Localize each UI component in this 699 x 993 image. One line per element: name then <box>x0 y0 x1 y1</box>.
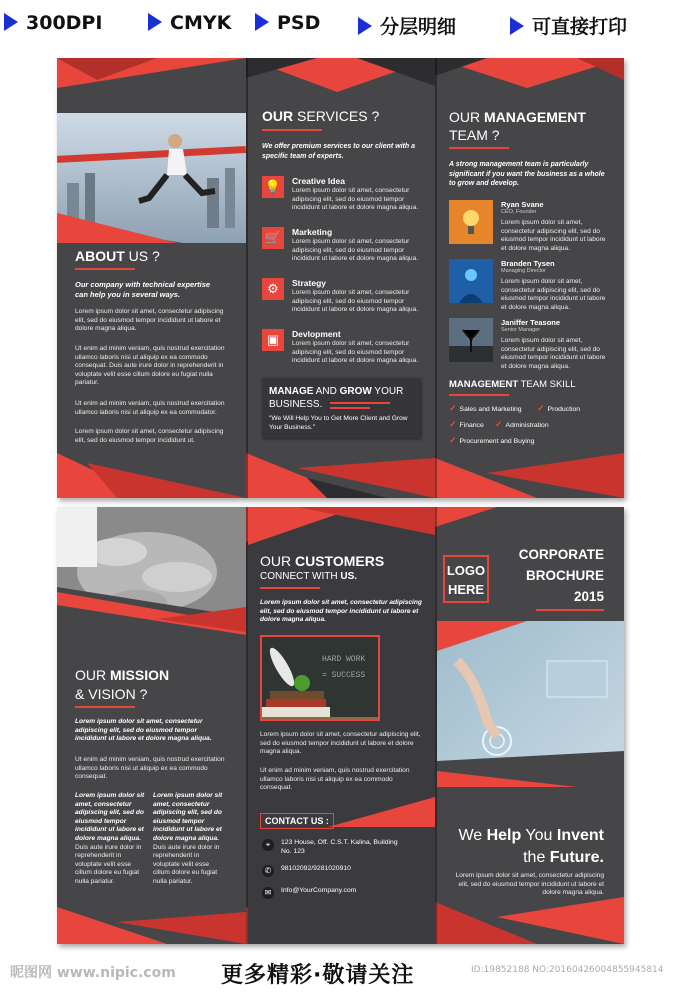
check-icon: ✓ <box>449 403 457 413</box>
member-photo <box>449 259 493 303</box>
divider <box>262 129 322 131</box>
member-desc: Lorem ipsum dolor sit amet, consectetur adipiscing elit, sed do eiusmod tempor incididunt ut labore et dolore magna aliqua. <box>501 337 606 370</box>
skill-title: MANAGEMENT TEAM SKILL <box>449 379 576 390</box>
mission-title-2: & VISION ? <box>75 686 148 702</box>
grow-box <box>262 378 420 438</box>
services-title: OUR SERVICES ? <box>262 108 380 124</box>
image-id: ID:19852188 NO:20160426004855945814 <box>471 965 664 975</box>
grow-title: MANAGE AND GROW YOUR <box>269 386 404 397</box>
cover-title: CORPORATE BROCHURE 2015 <box>518 547 604 604</box>
watermark-logo: 昵图网 www.nipic.com <box>10 965 176 981</box>
arrow-icon <box>148 13 162 31</box>
service-title: Creative Idea <box>292 176 345 186</box>
runner-photo <box>57 113 246 243</box>
spec-cmyk: CMYK <box>148 12 231 34</box>
about-title: ABOUT US ? <box>75 248 160 264</box>
customers-panel: OUR CUSTOMERS CONNECT WITH US. Lorem ipsum dolor sit amet, consectetur adipiscing elit, sed do eiusmod tempor incididunt ut labore et dolore magna aliqua. HARD WORK = SUCCESS Lorem ipsum dolor sit amet, consectetur adipiscing elit, sed do eiusmod tempor incididunt ut labore et dolore magna aliqua. Ut enim ad minim veniam, quis nostrud exercitation ullamco laboris nisi ut aliquip ex ea commodo consequat. CONTACT US : ⌖ 123 House, Off. C.S.T. Kalina, Building No. 123 ✆ 98102092/9281020910 ✉ Info@YourCompany.com <box>248 507 435 944</box>
brochure-outside-sheet <box>57 507 624 944</box>
mission-lead: Lorem ipsum dolor sit amet, consectetur adipiscing elit, sed do eiusmod tempor incididunt ut labore et dolore magna aliqua. <box>75 718 212 743</box>
phone-icon: ✆ <box>262 865 274 877</box>
check-icon: ✓ <box>537 403 545 413</box>
team-lead: A strong management team is particularly significant if you want the business as a whole to grow and develop. <box>449 161 605 187</box>
arrow-icon <box>358 17 372 35</box>
hands-photo <box>57 507 246 657</box>
mission-panel <box>57 507 246 944</box>
about-paragraph: Ut enim ad minim veniam, quis nostrud exercitation ullamco laboris nisi ut aliquip ex ea commodator. <box>75 400 225 416</box>
arrow-icon <box>255 13 269 31</box>
member-role: Senior Manager <box>501 327 541 333</box>
customers-lead: Lorem ipsum dolor sit amet, consectetur adipiscing elit, sed do eiusmod tempor incididunt ut labore et dolore magna aliqua. <box>260 599 422 624</box>
divider <box>75 706 135 708</box>
about-paragraph: Lorem ipsum dolor sit amet, consectetur adipiscing elit, sed do eiusmod tempor incididunt ut labore et dolore magna aliqua. <box>75 308 224 333</box>
grow-quote: "We Will Help You to Get More Client and Grow Your Business." <box>269 415 408 431</box>
member-role: Managing Director <box>501 268 546 274</box>
decor-triangles <box>248 507 435 547</box>
board-text: HARD WORK <box>322 655 366 664</box>
about-panel <box>57 58 246 498</box>
divider <box>260 587 320 589</box>
check-icon: ✓ <box>449 419 457 429</box>
team-member <box>449 200 614 252</box>
service-desc: Lorem ipsum dolor sit amet, consectetur adipiscing elit, sed do eiusmod tempor incididunt ut labore et dolore magna aliqua. <box>292 238 419 263</box>
service-title: Strategy <box>292 278 327 288</box>
divider <box>449 394 509 396</box>
services-panel <box>248 58 435 498</box>
service-title: Devlopment <box>292 329 341 339</box>
chalkboard-photo <box>260 635 380 721</box>
about-paragraph: Ut enim ad minim veniam, quis nostrud exercitation ullamco laboris nisi ut aliquip ex ea commodo consequat. Duis aute irure dolor in reprehenderit in voluptate velit esse cillum dolore eu fugiat nulla pariatur. <box>75 345 225 387</box>
skill-item: ✓ Production <box>537 403 581 413</box>
service-desc: Lorem ipsum dolor sit amet, consectetur adipiscing elit, sed do eiusmod tempor incididunt ut labore et dolore magna aliqua. <box>292 187 419 212</box>
skill-item: ✓ Sales and Marketing <box>449 403 522 413</box>
lightbulb-icon: 💡 <box>262 176 284 198</box>
services-lead: We offer premium services to our client with a specific team of experts. <box>262 143 416 160</box>
team-member <box>449 318 614 370</box>
customers-paragraph: Lorem ipsum dolor sit amet, consectetur adipiscing elit, sed do eiusmod tempor incididunt ut labore et dolore magna aliqua. <box>260 731 421 756</box>
about-lead: Our company with technical expertise can help you in several ways. <box>75 280 211 299</box>
member-desc: Lorem ipsum dolor sit amet, consectetur adipiscing elit, sed do eiusmod tempor incididunt ut labore et dolore magna aliqua. <box>501 278 606 311</box>
spec-layers: 分层明细 <box>358 12 456 39</box>
divider <box>75 268 135 270</box>
column-body: Duis aute irure dolor in reprehenderit in voluptate velit esse cillum dolore eu fugiat nulla pariatur. <box>153 843 220 885</box>
member-role: CEO, Founder <box>501 209 537 215</box>
skill-item: ✓ Procurement and Buying <box>449 435 535 445</box>
books-apple-illustration <box>262 637 380 721</box>
touchscreen-photo <box>437 621 624 787</box>
check-icon: ✓ <box>495 419 503 429</box>
member-name: Ryan Svane <box>501 200 544 209</box>
team-panel <box>437 58 624 498</box>
spec-dpi: 300DPI <box>4 12 102 34</box>
logo-placeholder: LOGO HERE <box>443 555 489 603</box>
arrow-icon <box>4 13 18 31</box>
check-icon: ✓ <box>449 435 457 445</box>
divider <box>330 402 390 404</box>
about-paragraph: Lorem ipsum dolor sit amet, consectetur adipiscing elit, sed do eiusmod tempor incididunt ut. <box>75 428 224 444</box>
spec-print: 可直接打印 <box>510 12 627 39</box>
arrow-icon <box>510 17 524 35</box>
divider <box>330 407 370 409</box>
customers-subtitle: CONNECT WITH US. <box>260 571 358 582</box>
spec-bar <box>0 0 699 52</box>
member-photo <box>449 318 493 362</box>
contact-title: CONTACT US : <box>260 813 334 829</box>
team-title-2: TEAM ? <box>449 127 500 143</box>
skill-item: ✓ Finance <box>449 419 484 429</box>
gears-icon: ⚙ <box>262 278 284 300</box>
cart-icon: 🛒 <box>262 227 284 249</box>
board-text: = SUCCESS <box>322 671 366 680</box>
mission-column <box>75 792 147 887</box>
mission-paragraph: Ut enim ad minim veniam, quis nostrud exercitation ullamco laboris nisi ut aliquip ex ea commodo consequat. <box>75 756 225 781</box>
member-name: Branden Tysen <box>501 259 555 268</box>
desk-icon: ▣ <box>262 329 284 351</box>
divider <box>536 609 604 611</box>
skill-item: ✓ Administration <box>495 419 549 429</box>
service-title: Marketing <box>292 227 333 237</box>
cover-panel <box>437 507 624 944</box>
brochure-inside-sheet <box>57 58 624 498</box>
team-title: OUR MANAGEMENT <box>449 109 586 125</box>
column-lead: Lorem ipsum dolor sit amet, consectetur adipiscing elit, sed do eiusmod tempor incididunt ut labore et dolore magna aliqua. <box>75 792 145 842</box>
grow-title-2: BUSINESS. <box>269 399 323 410</box>
customers-paragraph: Ut enim ad minim veniam, quis nostrud exercitation ullamco laboris nisi ut aliquip ex ea commodo consequat. <box>260 767 410 792</box>
column-body: Duis aute irure dolor in reprehenderit in voluptate velit esse cillum dolore eu fugiat nulla pariatur. <box>75 843 142 885</box>
member-photo <box>449 200 493 244</box>
divider <box>449 147 509 149</box>
member-name: Janiffer Teasone <box>501 318 561 327</box>
member-desc: Lorem ipsum dolor sit amet, consectetur adipiscing elit, sed do eiusmod tempor incididunt ut labore et dolore magna aliqua. <box>501 219 606 252</box>
cover-tagline: We Help You Invent the Future. <box>458 827 604 866</box>
column-lead: Lorem ipsum dolor sit amet, consectetur adipiscing elit, sed do eiusmod tempor incididunt ut labore et dolore magna aliqua. <box>153 792 223 842</box>
mission-column <box>153 792 225 887</box>
cover-paragraph: Lorem ipsum dolor sit amet, consectetur adipiscing elit, sed do eiusmod tempor incididunt ut labore et dolore magna aliqua. <box>455 872 604 897</box>
customers-title: OUR CUSTOMERS <box>260 553 385 569</box>
footer <box>0 952 699 993</box>
slogan: 更多精彩·敬请关注 <box>221 963 415 988</box>
location-pin-icon: ⌖ <box>262 839 274 851</box>
spec-psd: PSD <box>255 12 320 34</box>
mission-title: OUR MISSION <box>75 667 170 683</box>
service-desc: Lorem ipsum dolor sit amet, consectetur adipiscing elit, sed do eiusmod tempor incididunt ut labore et dolore magna aliqua. <box>292 340 419 365</box>
service-desc: Lorem ipsum dolor sit amet, consectetur adipiscing elit, sed do eiusmod tempor incididunt ut labore et dolore magna aliqua. <box>292 289 419 314</box>
mail-icon: ✉ <box>262 887 274 899</box>
team-member <box>449 259 614 311</box>
